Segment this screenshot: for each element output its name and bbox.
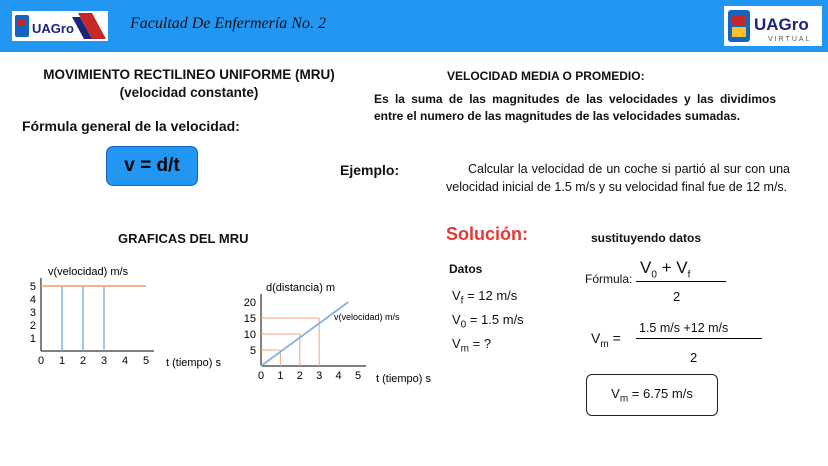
x-tick-label: 0 — [37, 355, 45, 367]
uagro-logo — [12, 11, 108, 41]
x-axis-label: t (tiempo) s — [166, 357, 222, 369]
x-tick-label: 3 — [100, 355, 108, 367]
formula-numerator: $V_0 + V_f$ — [640, 258, 691, 281]
x-tick-label: 5 — [142, 355, 150, 367]
v0-value: = 1.5 m/s — [466, 312, 524, 327]
substituting-label: sustituyendo datos — [591, 231, 702, 245]
result-value: = 6.75 m/s — [628, 386, 693, 401]
vm-value: = ? — [469, 336, 492, 351]
example-label: Ejemplo: — [340, 162, 400, 178]
x-tick-label: 4 — [121, 355, 129, 367]
v0-row: $V_0 = 1.5$ m/s — [452, 312, 524, 331]
x-tick-label: 0 — [257, 370, 265, 382]
mru-title-line1: MOVIMIENTO RECTILINEO UNIFORME (MRU) — [43, 67, 335, 82]
x-tick-label: 2 — [296, 370, 303, 382]
formula-label: Fórmula: — [585, 272, 633, 286]
velocity-formula-box: v = d/t — [106, 146, 198, 186]
formula-denominator: 2 — [673, 289, 681, 304]
x-tick-label: 1 — [58, 355, 66, 367]
x-tick-label: 2 — [79, 355, 87, 367]
y-axis-label: d(distancia) m — [266, 282, 336, 294]
y-tick-label: 2 — [29, 320, 36, 332]
y-axis-label: v(velocidad) m/s — [48, 266, 129, 278]
result-box: $V_m = 6.75$ m/s — [586, 374, 718, 416]
x-tick-label: 4 — [335, 370, 342, 382]
vm-equation-numerator: 1.5 m/s +12 m/s — [639, 321, 729, 335]
shield-icon — [728, 10, 750, 42]
right-logo-sub: VIRTUAL — [768, 36, 812, 43]
mru-title — [20, 66, 358, 102]
x-tick-label: 1 — [277, 370, 284, 382]
right-logo-text: UAGro — [754, 15, 809, 34]
y-tick-label: 5 — [249, 345, 256, 357]
vm-equation-denominator: 2 — [690, 350, 698, 365]
fraction-bar — [636, 281, 726, 282]
example-text: Calcular la velocidad de un coche si partió al sur con una velocidad inicial de 1.5 m/s y su velocidad final fue de 12 m/s. — [446, 162, 790, 194]
y-tick-label: 1 — [29, 333, 36, 345]
average-velocity-title: VELOCIDAD MEDIA O PROMEDIO: — [447, 69, 645, 83]
y-tick-label: 20 — [243, 297, 256, 309]
distance-chart — [230, 278, 450, 388]
velocity-chart — [10, 262, 250, 382]
vf-row: $V_f = 12$ m/s — [452, 288, 518, 307]
header-bar — [0, 0, 828, 52]
x-tick-label: 5 — [354, 370, 362, 382]
formula-heading: Fórmula general de la velocidad: — [22, 118, 240, 134]
y-tick-label: 4 — [29, 294, 36, 306]
y-tick-label: 3 — [29, 307, 36, 319]
x-tick-label: 3 — [316, 370, 323, 382]
solution-label: Solución: — [446, 224, 528, 244]
uagro-virtual-logo — [724, 6, 822, 46]
shield-icon — [15, 15, 29, 37]
vm-row: $V_m$ = ? — [452, 336, 492, 355]
faculty-title: Facultad De Enfermería No. 2 — [130, 15, 326, 32]
graphs-title: GRAFICAS DEL MRU — [118, 231, 249, 246]
x-axis-label: t (tiempo) s — [376, 373, 432, 385]
y-tick-label: 10 — [243, 329, 256, 341]
data-label: Datos — [449, 262, 483, 276]
left-logo-text: UAGro — [32, 21, 74, 36]
y-tick-label: 5 — [29, 281, 36, 293]
mru-title-line2: (velocidad constante) — [119, 85, 259, 100]
fraction-bar — [636, 338, 762, 339]
y-tick-label: 15 — [243, 313, 256, 325]
average-velocity-description: Es la suma de las magnitudes de las velocidades y las dividimos entre el numero de las magnitudes de las velocidades sumadas. — [374, 92, 776, 123]
series-label: v(velocidad) m/s — [334, 312, 400, 322]
vm-equation-label: $V_m$ = — [591, 330, 621, 350]
vf-value: = 12 m/s — [463, 288, 518, 303]
